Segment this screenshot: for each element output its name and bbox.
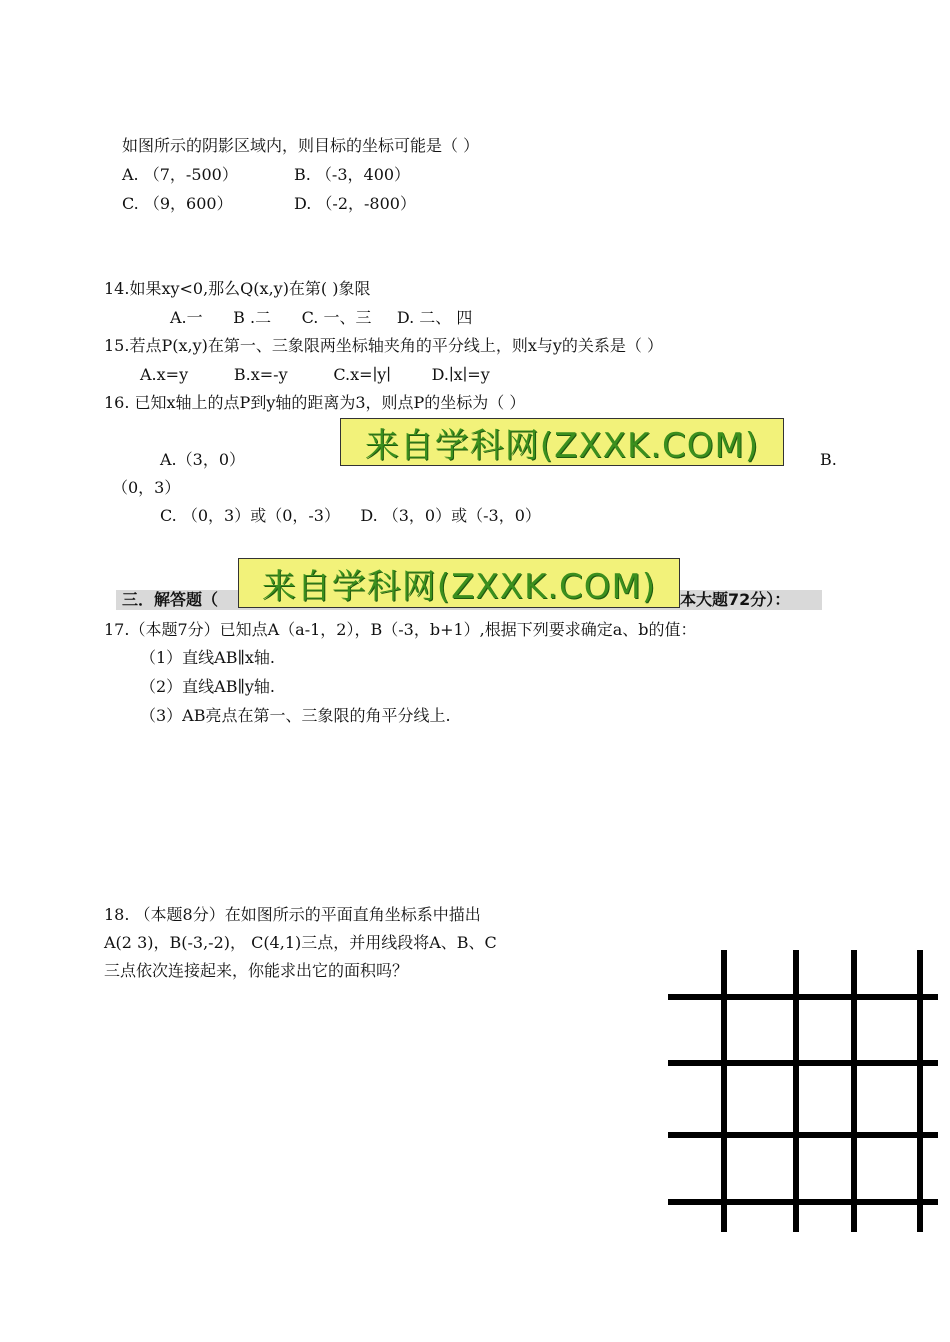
q18-line-3: 三点依次连接起来，你能求出它的面积吗？ [104, 961, 409, 980]
q18-line-2: A(2 3)，B(-3,-2)， C(4,1)三点，并用线段将A、B、C [104, 933, 497, 952]
q14-stem: 14.如果xy<0,那么Q(x,y)在第( )象限 [104, 279, 371, 298]
q17-part-1: （1）直线AB∥x轴. [140, 648, 275, 667]
q17-part-2: （2）直线AB∥y轴. [140, 677, 276, 696]
q13-option-b: B. （-3，400） [294, 165, 411, 184]
section-heading-right: 本大题72分）： [680, 590, 791, 609]
q13-option-a: A. （7，-500） [122, 165, 238, 184]
watermark-banner: 来自学科网(ZXXK.COM) [238, 558, 680, 608]
q14-options: A.一 B .二 C. 一、三 D. 二、 四 [170, 308, 473, 327]
watermark-banner: 来自学科网(ZXXK.COM) [340, 418, 784, 466]
q16-options-cd: C. （0，3）或（0，-3） D. （3，0）或（-3，0） [160, 506, 541, 525]
q16-option-a: A.（3，0） [160, 450, 246, 469]
q17-part-3: （3）AB亮点在第一、三象限的角平分线上. [140, 706, 451, 725]
q17-stem: 17.（本题7分）已知点A（a-1，2），B（-3，b+1）,根据下列要求确定a、b的值： [104, 620, 697, 639]
grid-svg [668, 950, 938, 1232]
q18-line-1: 18. （本题8分）在如图所示的平面直角坐标系中描出 [104, 905, 481, 924]
q13-option-c: C. （9，600） [122, 194, 233, 213]
q15-options: A.x=y B.x=-y C.x=∣y∣ D.∣x∣=y [140, 365, 490, 384]
q13-stem: 如图所示的阴影区域内，则目标的坐标可能是（ ） [122, 136, 480, 155]
section-heading-left: 三．解答题（ [122, 590, 219, 609]
q16-option-b-marker: B. [820, 450, 837, 469]
q15-stem: 15.若点P(x,y)在第一、三象限两坐标轴夹角的平分线上，则x与y的关系是（ ） [104, 336, 663, 355]
coordinate-grid-figure [668, 950, 938, 1232]
q16-stem: 16. 已知x轴上的点P到y轴的距离为3，则点P的坐标为（ ） [104, 393, 526, 412]
q13-option-d: D. （-2，-800） [294, 194, 416, 213]
q16-option-b-value: （0，3） [112, 478, 181, 497]
